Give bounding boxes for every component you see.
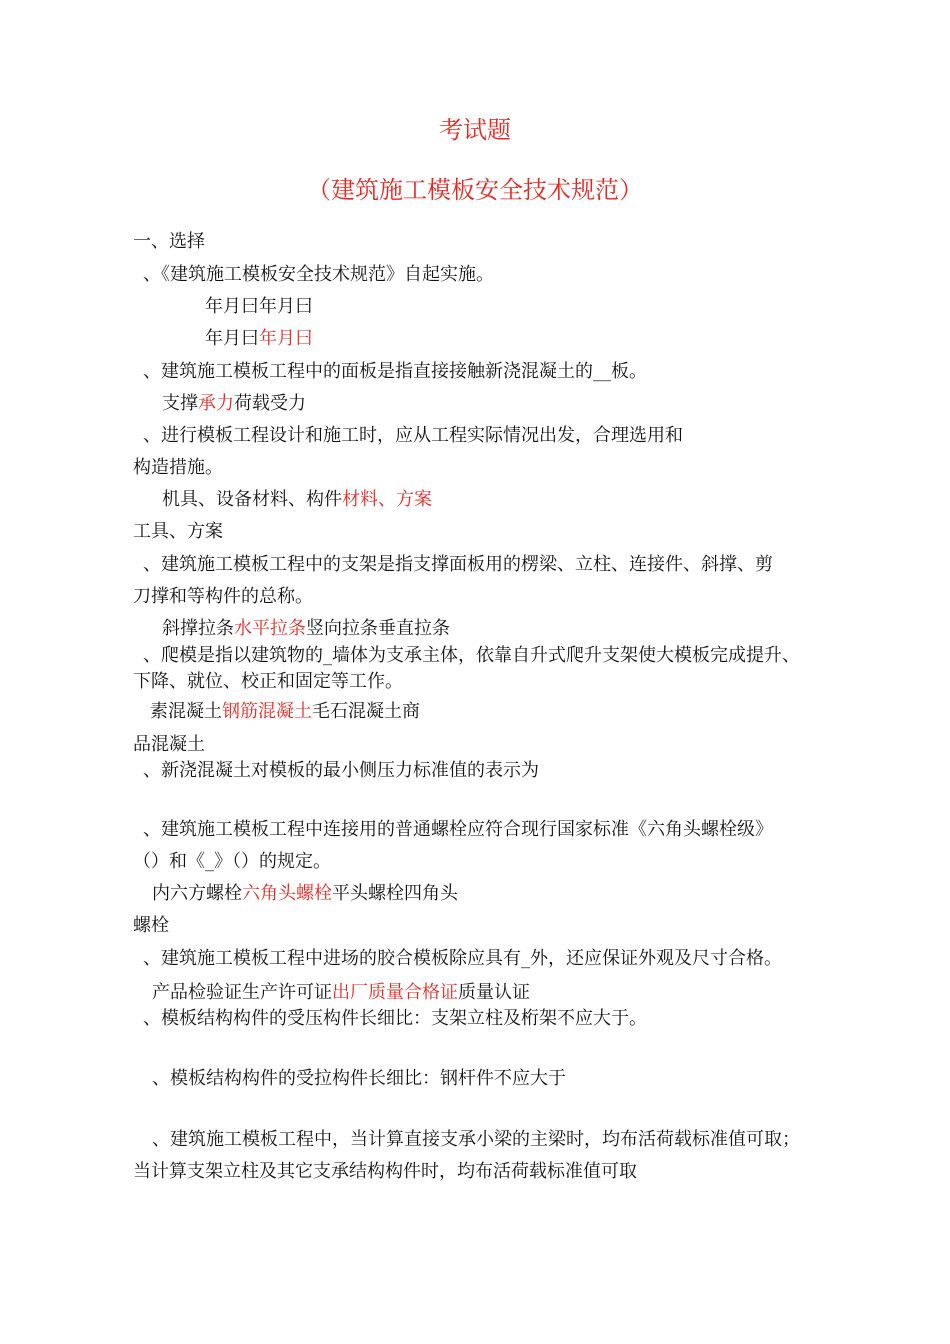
- question-3-options-line-2: 工具、方案: [133, 521, 223, 542]
- page-subtitle: （建筑施工模板安全技术规范）: [307, 176, 643, 204]
- highlighted-answer: 材料、方案: [342, 489, 432, 510]
- question-7-options-line-2: 螺栓: [133, 915, 169, 936]
- highlighted-answer: 出厂质量合格证: [332, 982, 458, 1003]
- question-2-options: [162, 393, 306, 415]
- question-4-stem-line-2: 刀撑和等构件的总称。: [133, 586, 313, 607]
- question-1-option-b: [205, 328, 313, 350]
- option-text: 平头螺栓四角头: [332, 883, 458, 904]
- question-5-stem-line-2: 下降、就位、校正和固定等工作。: [133, 671, 403, 692]
- question-4-stem-line-1: 、建筑施工模板工程中的支架是指支撑面板用的楞梁、立柱、连接件、斜撑、剪: [143, 554, 773, 575]
- question-9-stem: 、模板结构构件的受压构件长细比：支架立柱及桁架不应大于。: [143, 1008, 647, 1029]
- option-text: 素混凝土: [150, 701, 222, 722]
- question-5-options-line-2: 品混凝土: [133, 734, 205, 755]
- section-heading: 一、选择: [133, 231, 205, 252]
- highlighted-answer: 钢筋混凝土: [222, 701, 312, 722]
- question-7-stem-line-2: （）和《_》（）的规定。: [133, 851, 331, 872]
- page-title: 考试题: [439, 116, 511, 144]
- question-5-stem-line-1: 、爬模是指以建筑物的_墙体为支承主体，依靠自升式爬升支架使大模板完成提升、: [143, 645, 800, 666]
- option-text: 支撑: [162, 393, 198, 414]
- option-text: 年月曰: [205, 328, 259, 349]
- option-text: 内六方螺栓: [152, 883, 242, 904]
- question-10-stem: 、模板结构构件的受拉构件长细比：钢杆件不应大于: [152, 1068, 566, 1089]
- option-text: 荷载受力: [234, 393, 306, 414]
- highlighted-answer: 年月曰: [259, 328, 313, 349]
- option-text: 产品检验证生产许可证: [152, 982, 332, 1003]
- option-text: 机具、设备材料、构件: [162, 489, 342, 510]
- question-11-stem-line-1: 、建筑施工模板工程中，当计算直接支承小梁的主梁时，均布活荷载标准值可取；: [152, 1129, 800, 1150]
- option-text: 竖向拉条垂直拉条: [306, 618, 450, 639]
- question-3-stem-line-2: 构造措施。: [133, 457, 223, 478]
- highlighted-answer: 承力: [198, 393, 234, 414]
- question-1-option-a: 年月曰年月曰: [205, 296, 313, 317]
- question-11-stem-line-2: 当计算支架立柱及其它支承结构构件时，均布活荷载标准值可取: [133, 1161, 637, 1182]
- option-text: 毛石混凝土商: [312, 701, 420, 722]
- question-1-stem: 、《建筑施工模板安全技术规范》自起实施。: [143, 264, 494, 285]
- highlighted-answer: 六角头螺栓: [242, 883, 332, 904]
- question-6-stem: 、新浇混凝土对模板的最小侧压力标准值的表示为: [143, 760, 539, 781]
- option-text: 质量认证: [458, 982, 530, 1003]
- question-7-stem-line-1: 、建筑施工模板工程中连接用的普通螺栓应符合现行国家标准《六角头螺栓级》: [143, 819, 773, 840]
- highlighted-answer: 水平拉条: [234, 618, 306, 639]
- question-4-options: [162, 618, 450, 640]
- question-3-options: [162, 489, 432, 511]
- question-3-stem-line-1: 、进行模板工程设计和施工时，应从工程实际情况出发，合理选用和: [143, 425, 683, 446]
- question-8-stem: 、建筑施工模板工程中进场的胶合模板除应具有_外，还应保证外观及尺寸合格。: [143, 948, 782, 969]
- question-2-stem: 、建筑施工模板工程中的面板是指直接接触新浇混凝土的__板。: [143, 361, 647, 382]
- option-text: 斜撑拉条: [162, 618, 234, 639]
- question-8-options: [152, 982, 530, 1004]
- question-7-options: [152, 883, 458, 905]
- question-5-options: [150, 701, 420, 723]
